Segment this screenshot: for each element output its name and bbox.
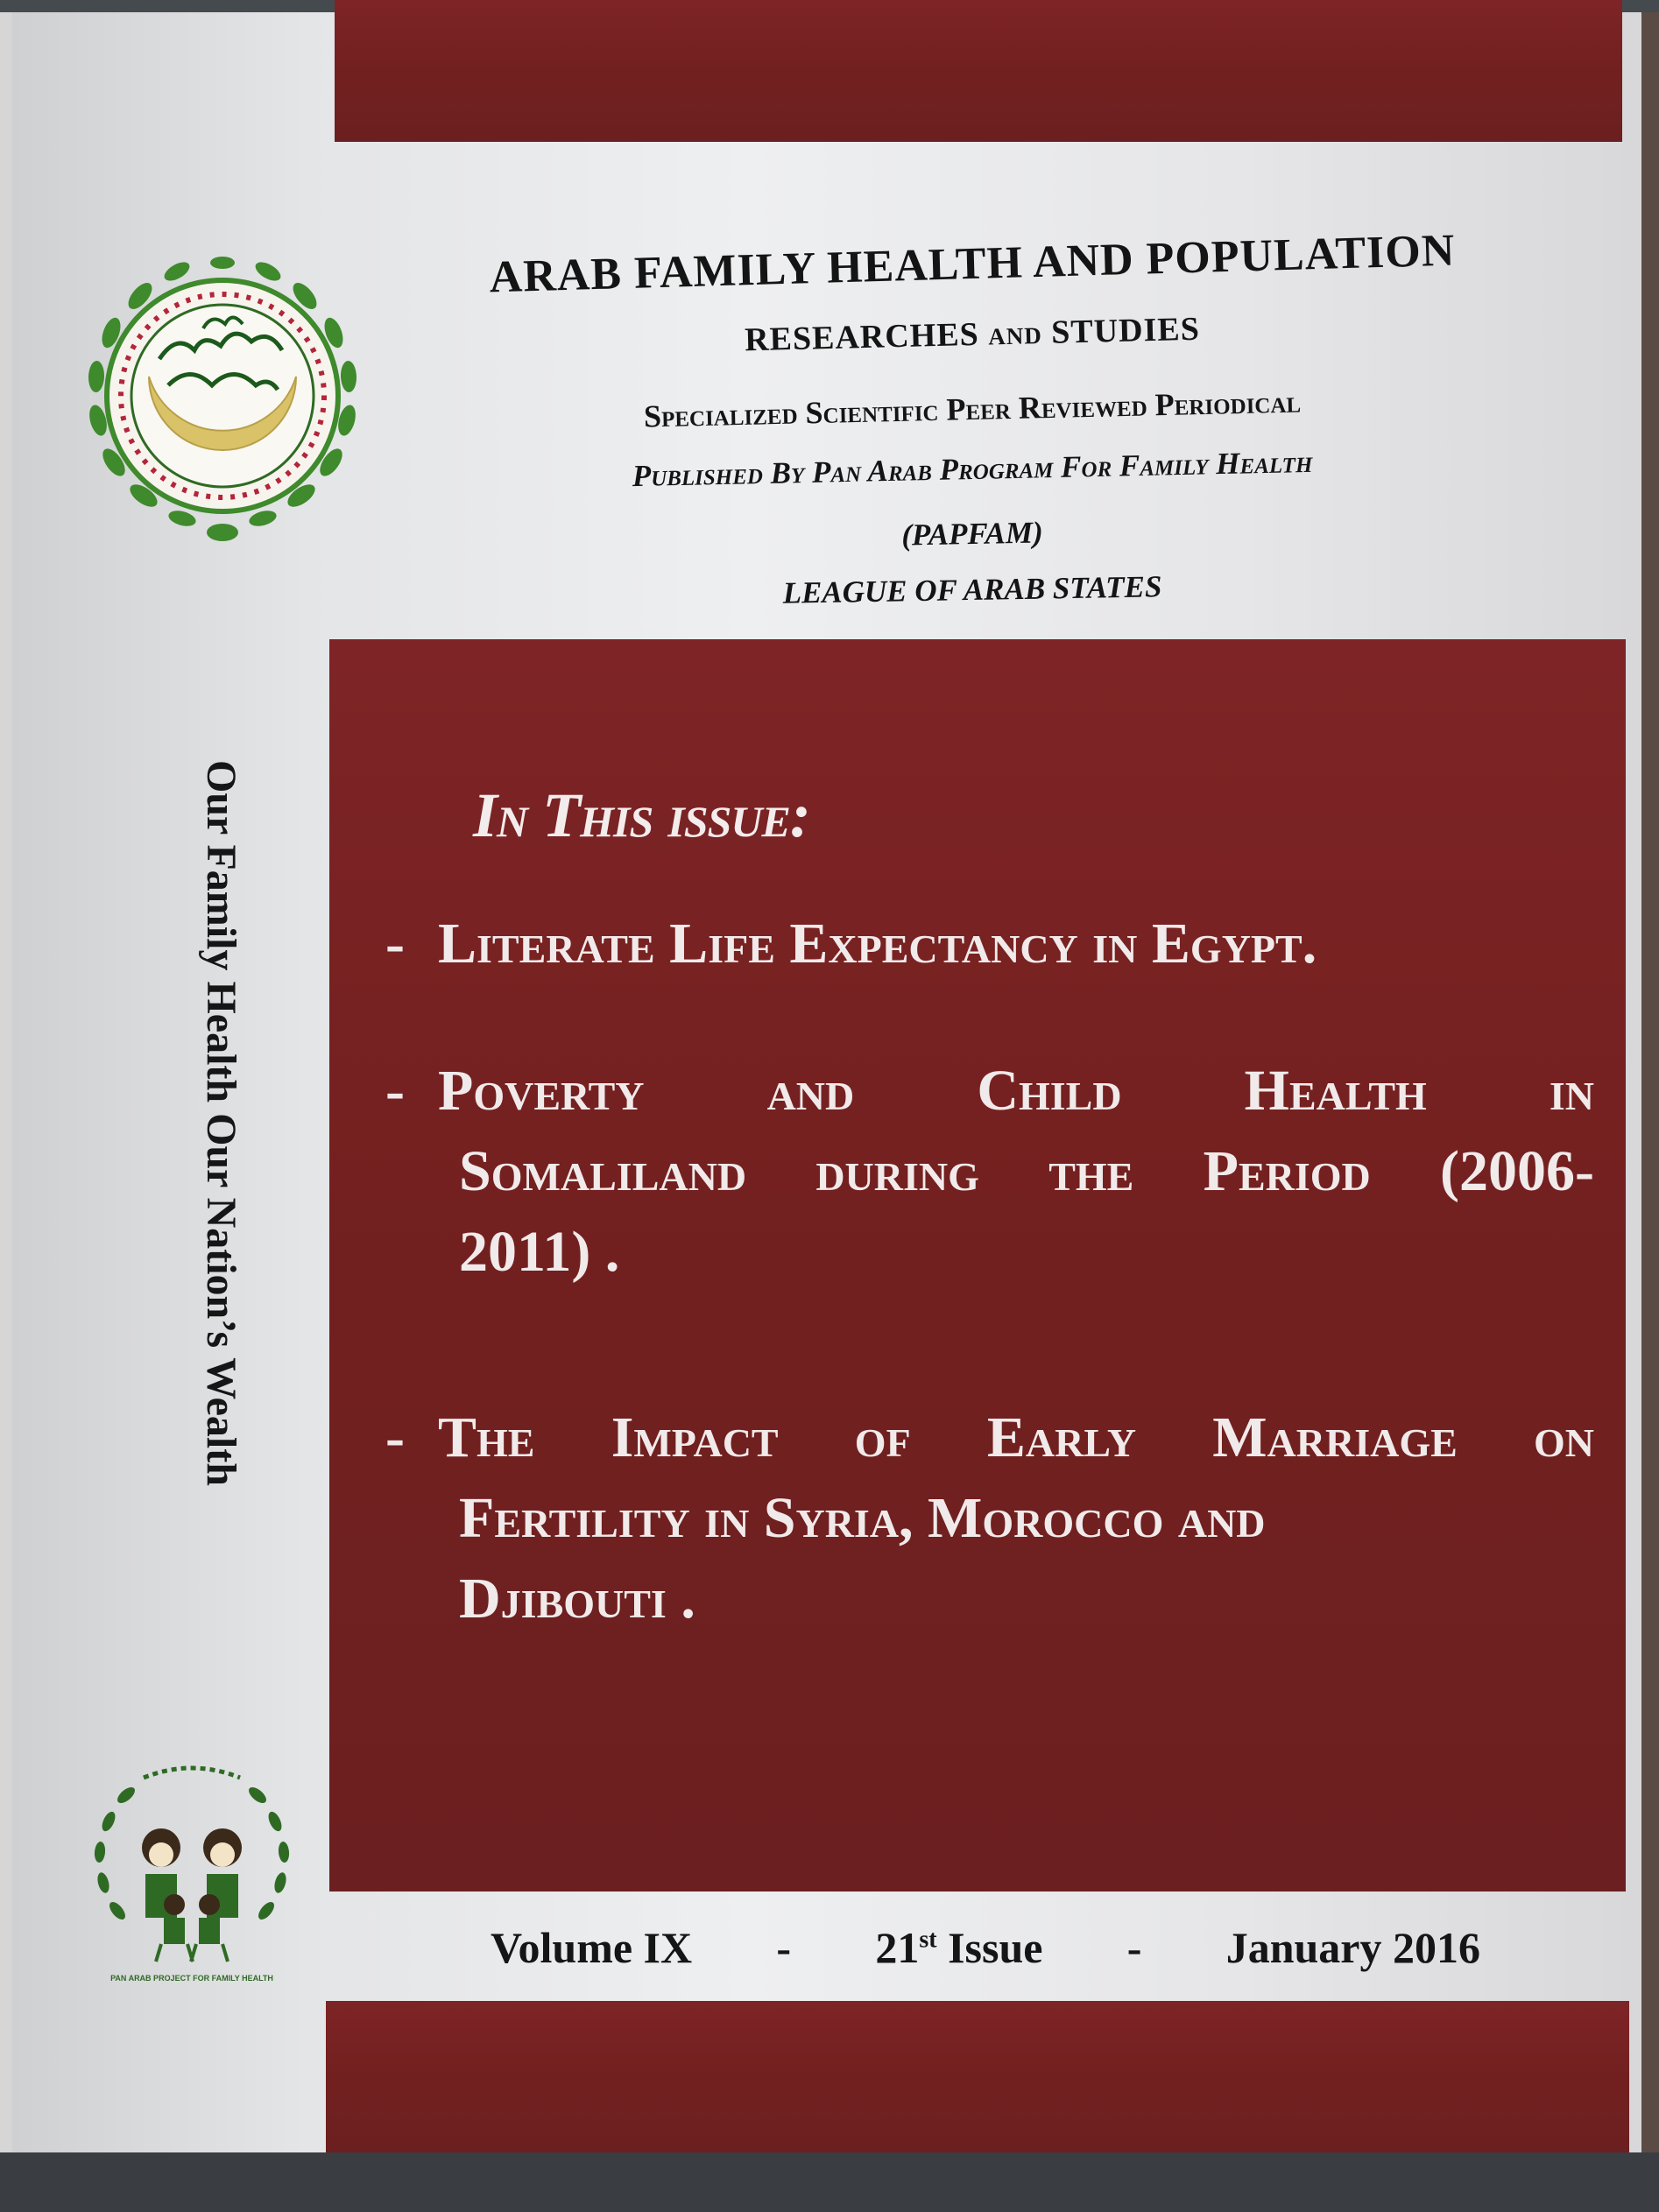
publisher-abbreviation: (PAPFAM) <box>900 515 1044 553</box>
separator: - <box>1126 1923 1142 1972</box>
article-title-line: Djibouti . <box>459 1567 695 1631</box>
article-title-line: 2011) . <box>459 1220 620 1284</box>
issue-word: Issue <box>948 1923 1043 1972</box>
issue-number-suffix: st <box>919 1926 937 1954</box>
article-title-line: Somaliland during the Period (2006- <box>459 1139 1594 1203</box>
top-maroon-band <box>335 0 1622 142</box>
article-title-line: The Impact of Early Marriage on <box>438 1405 1594 1469</box>
bottom-edge-strip <box>0 2152 1659 2212</box>
publisher-line: Published By Pan Arab Program For Family Health <box>632 444 1313 494</box>
journal-title: ARAB FAMILY HEALTH AND POPULATION <box>488 225 1457 303</box>
papfam-caption: PAN ARAB PROJECT FOR FAMILY HEALTH <box>110 1974 273 1983</box>
issue-info-line <box>491 1922 1480 1973</box>
right-edge-shadow <box>1641 12 1659 2152</box>
bottom-maroon-band <box>326 2001 1629 2152</box>
periodical-type: Specialized Scientific Peer Reviewed Periodical <box>643 384 1302 434</box>
journal-subtitle: RESEARCHES and STUDIES <box>744 310 1201 359</box>
article-title-line: Poverty and Child Health in <box>438 1059 1594 1123</box>
article-dash: - <box>385 1059 405 1123</box>
volume-number: Volume IX <box>491 1923 693 1972</box>
article-title-line: Fertility in Syria, Morocco and <box>459 1486 1266 1550</box>
issue-number-value: 21 <box>875 1923 920 1972</box>
issue-date: January 2016 <box>1225 1923 1480 1972</box>
article-dash: - <box>385 1405 405 1469</box>
separator: - <box>776 1923 792 1972</box>
league-of-arab-states-emblem-icon <box>72 245 373 546</box>
issue-article-1 <box>385 904 1594 984</box>
issue-article-2 <box>385 1051 1594 1293</box>
league-name: LEAGUE OF ARAB STATES <box>782 569 1162 610</box>
spine-slogan: Our Family Health Our Nation’s Wealth <box>198 760 244 1486</box>
in-this-issue-heading: In This issue: <box>473 780 810 850</box>
article-dash: - <box>385 912 405 976</box>
article-title-line: Literate Life Expectancy in Egypt. <box>438 912 1317 976</box>
issue-article-3 <box>385 1398 1594 1639</box>
issue-number <box>875 1922 1042 1973</box>
papfam-family-logo-icon <box>74 1760 310 1988</box>
